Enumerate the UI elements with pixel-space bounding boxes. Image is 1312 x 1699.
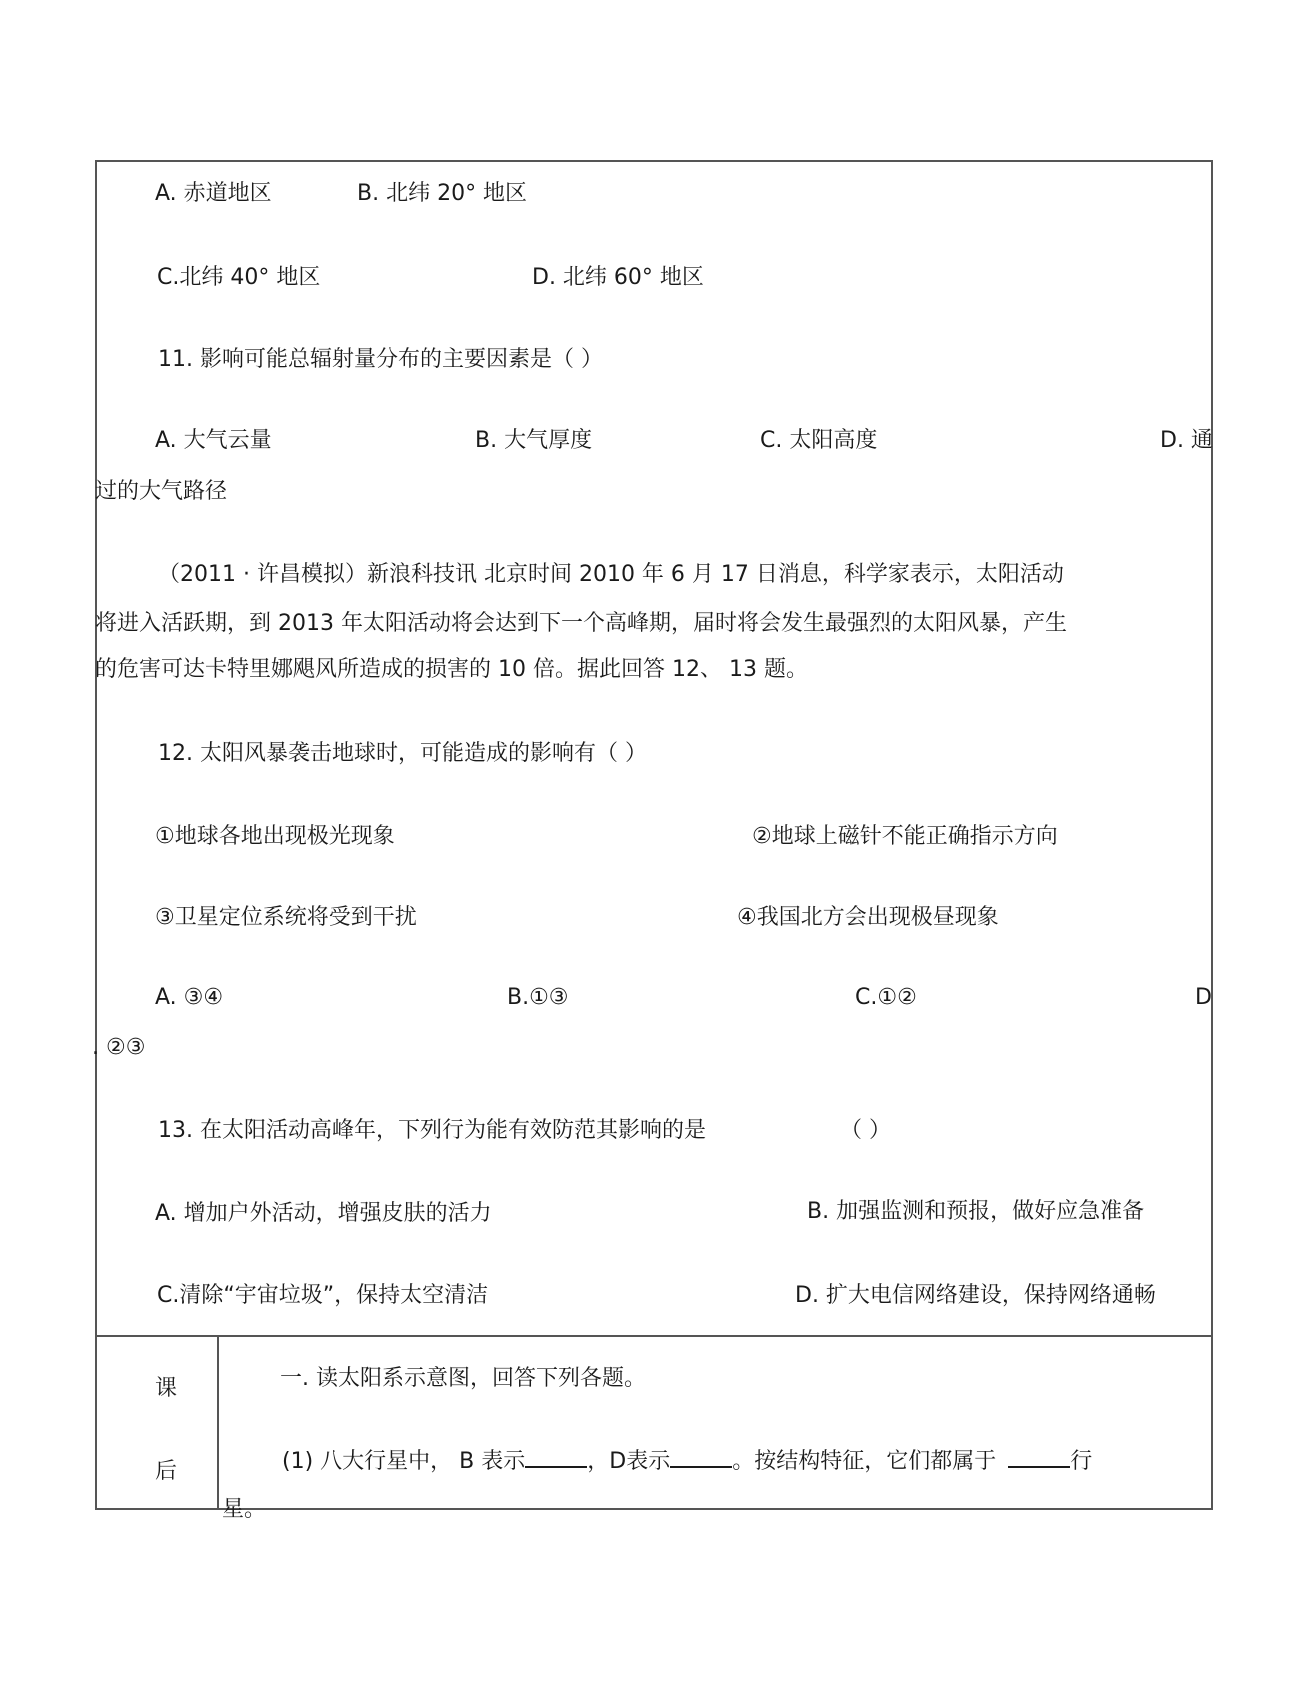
q13-stem: 13. 在太阳活动高峰年，下列行为能有效防范其影响的是 bbox=[158, 1118, 706, 1143]
after-class-question-1-tail: 星。 bbox=[222, 1497, 267, 1522]
q10-option-b: B. 北纬 20° 地区 bbox=[357, 181, 528, 206]
after-class-question-1 bbox=[282, 1448, 1092, 1476]
q13-option-d: D. 扩大电信网络建设，保持网络通畅 bbox=[795, 1283, 1156, 1308]
q12-option-c: C.①② bbox=[855, 985, 917, 1010]
blank-d[interactable] bbox=[670, 1448, 732, 1468]
q12-statement-3: ③卫星定位系统将受到干扰 bbox=[155, 905, 417, 930]
q1-part-d: 行 bbox=[1070, 1449, 1093, 1474]
q11-option-b: B. 大气厚度 bbox=[475, 428, 593, 453]
q11-option-c: C. 太阳高度 bbox=[760, 428, 878, 453]
q12-option-d-head: D bbox=[1195, 985, 1212, 1010]
q12-statement-1: ①地球各地出现极光现象 bbox=[155, 824, 395, 849]
q11-option-d-tail: 过的大气路径 bbox=[95, 479, 228, 504]
q12-option-b: B.①③ bbox=[507, 985, 569, 1010]
passage-line-2: 将进入活跃期，到 2013 年太阳活动将会达到下一个高峰期，届时将会发生最强烈的太阳风暴，产生 bbox=[95, 611, 1067, 636]
q1-part-b: ，D表示 bbox=[587, 1449, 671, 1474]
q12-statement-4: ④我国北方会出现极昼现象 bbox=[737, 905, 999, 930]
q11-option-d-head: D. 通 bbox=[1160, 428, 1213, 453]
q12-stem: 12. 太阳风暴袭击地球时，可能造成的影响有（ ） bbox=[158, 741, 647, 766]
q1-part-c: 。按结构特征，它们都属于 bbox=[732, 1449, 997, 1474]
q13-option-c: C.清除“宇宙垃圾”，保持太空清洁 bbox=[157, 1283, 489, 1308]
q10-option-a: A. 赤道地区 bbox=[155, 181, 272, 206]
q13-paren: （ ） bbox=[840, 1118, 891, 1143]
after-class-heading: 一. 读太阳系示意图，回答下列各题。 bbox=[280, 1366, 646, 1391]
q11-stem: 11. 影响可能总辐射量分布的主要因素是（ ） bbox=[158, 347, 603, 372]
q13-option-b: B. 加强监测和预报，做好应急准备 bbox=[807, 1199, 1145, 1224]
q10-option-c: C.北纬 40° 地区 bbox=[157, 265, 321, 290]
q12-option-a: A. ③④ bbox=[155, 985, 224, 1010]
passage-line-3: 的危害可达卡特里娜飓风所造成的损害的 10 倍。据此回答 12、 13 题。 bbox=[95, 657, 808, 682]
q13-option-a: A. 增加户外活动，增强皮肤的活力 bbox=[155, 1201, 492, 1226]
passage-line-1: （2011 · 许昌模拟）新浪科技讯 北京时间 2010 年 6 月 17 日消息，科学家表示，太阳活动 bbox=[158, 562, 1064, 587]
q1-part-a: (1) 八大行星中， B 表示 bbox=[282, 1449, 526, 1474]
after-class-label-2: 后 bbox=[155, 1459, 178, 1484]
q10-option-d: D. 北纬 60° 地区 bbox=[532, 265, 704, 290]
q12-option-d-tail: . ②③ bbox=[92, 1035, 146, 1060]
q12-statement-2: ②地球上磁针不能正确指示方向 bbox=[752, 824, 1058, 849]
table-column-divider bbox=[217, 1335, 219, 1510]
blank-b[interactable] bbox=[525, 1448, 587, 1468]
blank-type[interactable] bbox=[1008, 1448, 1070, 1468]
after-class-label-1: 课 bbox=[155, 1376, 178, 1401]
q11-option-a: A. 大气云量 bbox=[155, 428, 272, 453]
table-row-divider bbox=[95, 1335, 1213, 1337]
